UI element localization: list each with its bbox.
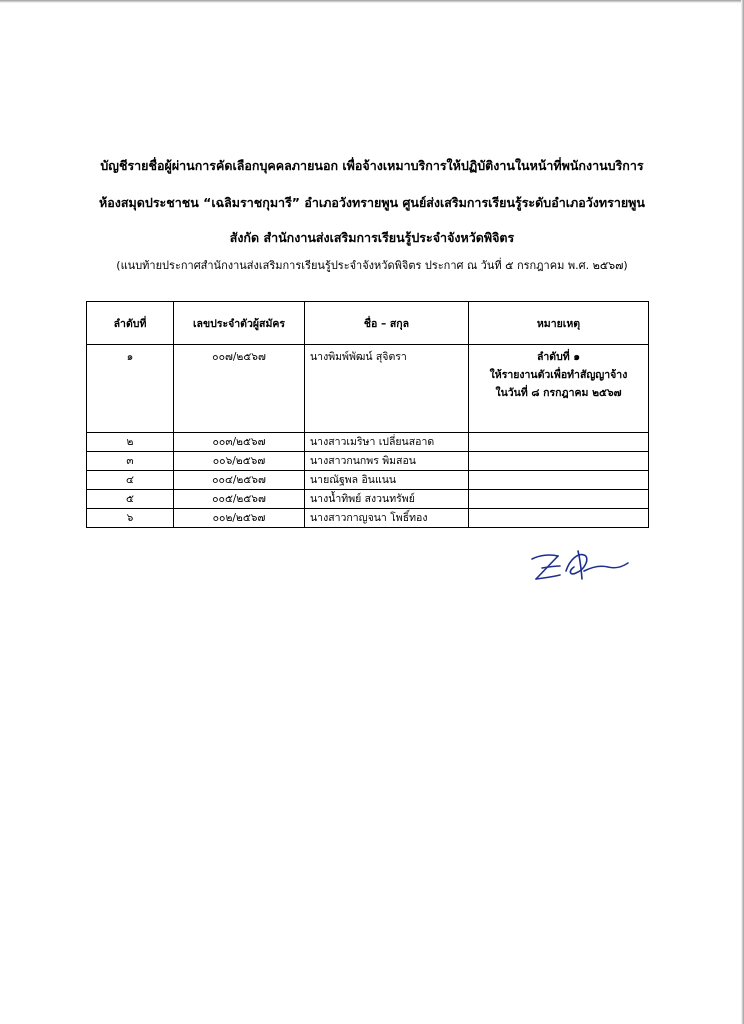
cell-full-name: นางน้ำทิพย์ สงวนทรัพย์ — [305, 490, 469, 509]
cell-applicant-id: ๐๐๓/๒๕๖๗ — [174, 433, 305, 452]
remark-line: ในวันที่ ๘ กรกฎาคม ๒๕๖๗ — [495, 387, 622, 399]
candidate-table — [86, 301, 649, 528]
col-header-applicant-id: เลขประจำตัวผู้สมัคร — [174, 302, 305, 345]
col-header-order: ลำดับที่ — [87, 302, 174, 345]
table-row — [87, 345, 649, 433]
cell-full-name: นางสาวเมริษา เปลี่ยนสอาด — [305, 433, 469, 452]
cell-full-name: นางพิมพ์พัฒน์ สุจิตรา — [305, 345, 469, 433]
cell-order: ๔ — [87, 471, 174, 490]
table-header-row — [87, 302, 649, 345]
cell-applicant-id: ๐๐๕/๒๕๖๗ — [174, 490, 305, 509]
cell-order: ๓ — [87, 452, 174, 471]
col-header-full-name: ชื่อ – สกุล — [305, 302, 469, 345]
cell-order: ๕ — [87, 490, 174, 509]
cell-full-name: นางสาวกนกพร พิมสอน — [305, 452, 469, 471]
document-title-line-2: ห้องสมุดประชาชน “เฉลิมราชกุมารี” อำเภอวังทรายพูน ศูนย์ส่งเสริมการเรียนรู้ระดับอำเภอวังทรายพูน — [99, 195, 645, 210]
scan-edge-top — [0, 0, 744, 3]
cell-remarks — [469, 433, 649, 452]
cell-applicant-id: ๐๐๗/๒๕๖๗ — [174, 345, 305, 433]
table-row — [87, 452, 649, 471]
cell-remarks — [469, 452, 649, 471]
cell-applicant-id: ๐๐๖/๒๕๖๗ — [174, 452, 305, 471]
document-title-line-3: สังกัด สำนักงานส่งเสริมการเรียนรู้ประจำจังหวัดพิจิตร — [229, 230, 515, 245]
table-row — [87, 490, 649, 509]
cell-remarks — [469, 345, 649, 433]
cell-full-name: นายณัฐพล อินแนน — [305, 471, 469, 490]
remark-line: ลำดับที่ ๑ — [536, 351, 581, 363]
document-title-line-1: บัญชีรายชื่อผู้ผ่านการคัดเลือกบุคคลภายนอก เพื่อจ้างเหมาบริการให้ปฏิบัติงานในหน้าที่พนักงานบริการ — [100, 158, 644, 173]
cell-order: ๖ — [87, 509, 174, 528]
cell-full-name: นางสาวกาญจนา โพธิ์ทอง — [305, 509, 469, 528]
cell-remarks — [469, 509, 649, 528]
document-subtitle: (แนบท้ายประกาศสำนักงานส่งเสริมการเรียนรู้ประจำจังหวัดพิจิตร ประกาศ ณ วันที่ ๕ กรกฎาคม พ.ศ. ๒๕๖๗) — [116, 259, 628, 272]
cell-applicant-id: ๐๐๒/๒๕๖๗ — [174, 509, 305, 528]
remark-line: ให้รายงานตัวเพื่อทำสัญญาจ้าง — [489, 369, 628, 381]
handwritten-signature — [528, 545, 632, 587]
cell-remarks — [469, 490, 649, 509]
cell-order: ๒ — [87, 433, 174, 452]
col-header-remarks: หมายเหตุ — [469, 302, 649, 345]
cell-order: ๑ — [87, 345, 174, 433]
cell-remarks — [469, 471, 649, 490]
cell-applicant-id: ๐๐๔/๒๕๖๗ — [174, 471, 305, 490]
table-row — [87, 433, 649, 452]
table-row — [87, 509, 649, 528]
table-row — [87, 471, 649, 490]
